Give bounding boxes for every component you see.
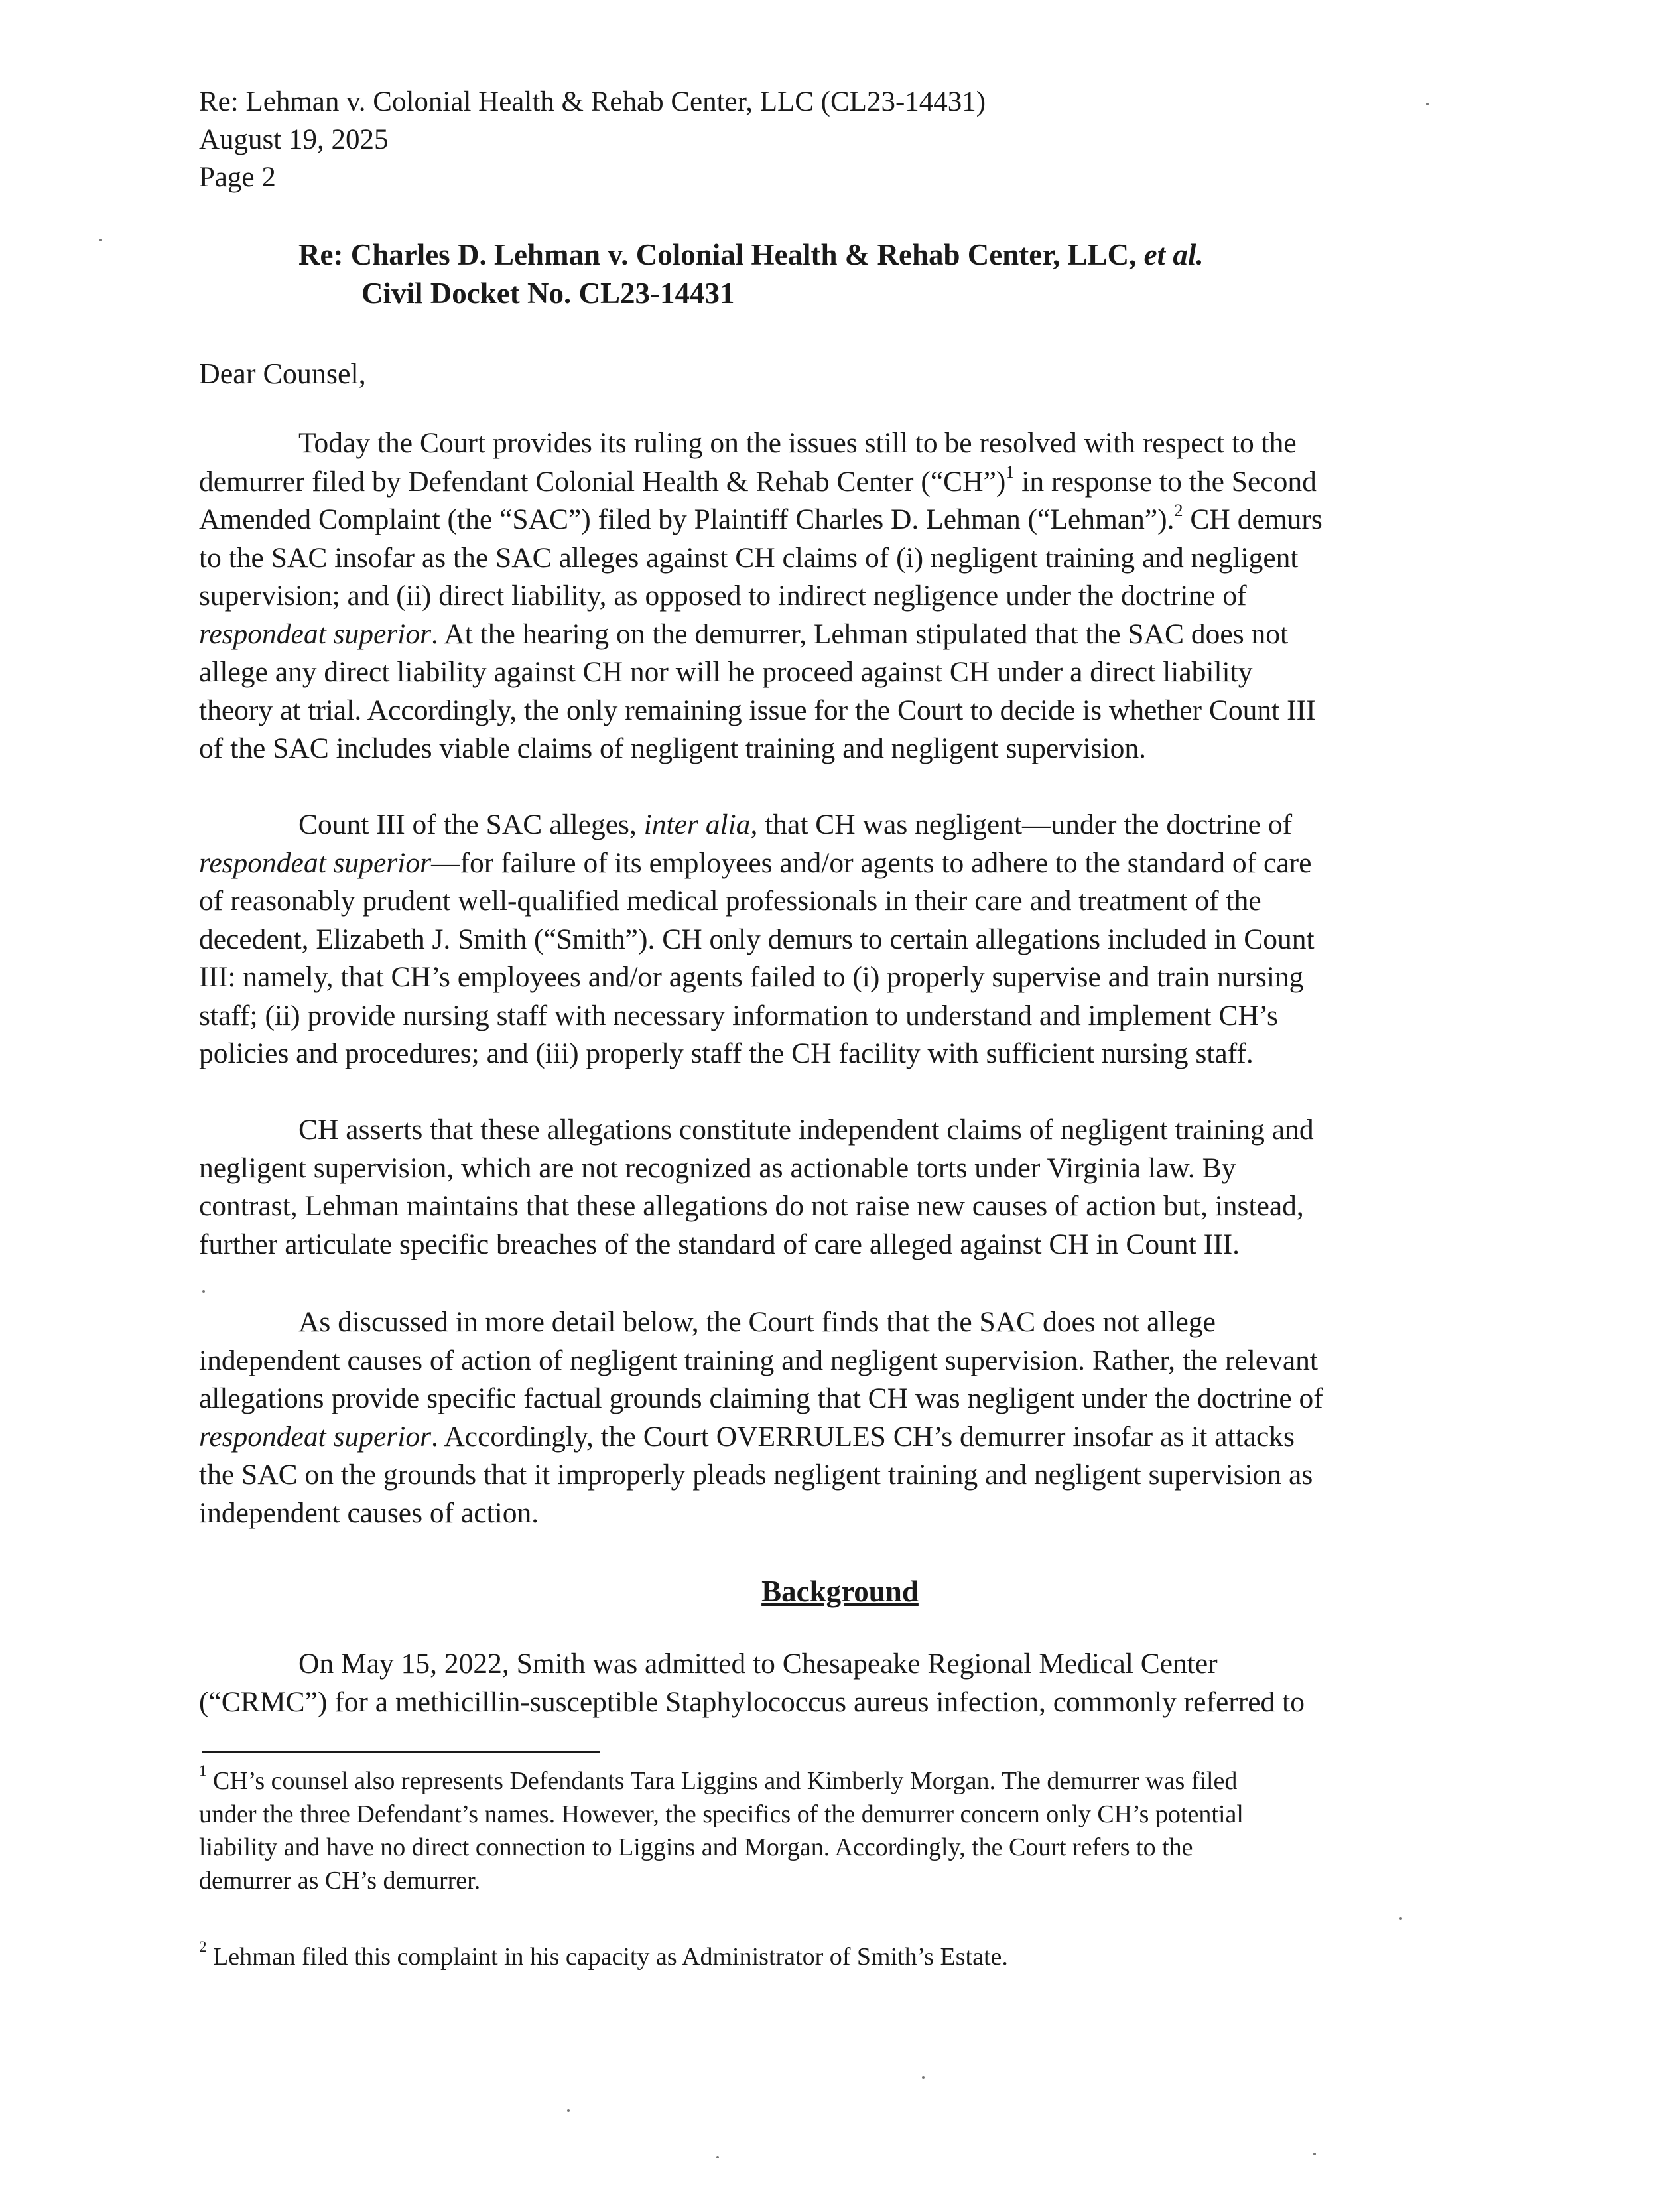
paragraph-line: On May 15, 2022, Smith was admitted to Chesapeake Regional Medical Center: [298, 1648, 1218, 1680]
text-run: . At the hearing on the demurrer, Lehman stipulated that the SAC does not: [431, 618, 1289, 650]
scan-speck: [567, 2109, 570, 2112]
paragraph-1: [199, 425, 1459, 768]
text-run: CH’s counsel also represents Defendants Tara Liggins and Kimberly Morgan. The demurrer was filed: [206, 1767, 1238, 1795]
paragraph-3: [199, 1111, 1459, 1264]
paragraph-line: negligent supervision, which are not recognized as actionable torts under Virginia law. By: [199, 1152, 1236, 1184]
paragraph-line: contrast, Lehman maintains that these allegations do not raise new causes of action but, instead,: [199, 1190, 1304, 1222]
text-run: in response to the Second: [1014, 465, 1317, 498]
paragraph-line: of reasonably prudent well-qualified medical professionals in their care and treatment of the: [199, 885, 1261, 917]
italic-term: inter alia: [643, 809, 751, 840]
caption-docket-number: Civil Docket No. CL23-14431: [361, 277, 735, 310]
paragraph-line: of the SAC includes viable claims of negligent training and negligent supervision.: [199, 732, 1146, 764]
paragraph-line: [199, 501, 1459, 539]
footnote-2: [199, 1940, 1492, 1973]
paragraph-line: Today the Court provides its ruling on the issues still to be resolved with respect to the: [298, 427, 1297, 459]
paragraph-5: [199, 1645, 1459, 1721]
paragraph-line: [199, 806, 1459, 844]
paragraph-line: theory at trial. Accordingly, the only remaining issue for the Court to decide is whether Count III: [199, 694, 1316, 726]
scan-speck: [1399, 1917, 1402, 1920]
italic-term: respondeat superior: [199, 846, 431, 879]
paragraph-line: to the SAC insofar as the SAC alleges against CH claims of (i) negligent training and negligent: [199, 541, 1299, 574]
text-run: Lehman filed this complaint in his capacity as Administrator of Smith’s Estate.: [206, 1943, 1008, 1971]
footnote-line: liability and have no direct connection to Liggins and Morgan. Accordingly, the Court refers to the: [199, 1833, 1193, 1861]
salutation: Dear Counsel,: [199, 358, 366, 390]
paragraph-line: allege any direct liability against CH nor will he proceed against CH under a direct liability: [199, 656, 1253, 688]
paragraph-line: As discussed in more detail below, the Court finds that the SAC does not allege: [298, 1306, 1216, 1338]
paragraph-line: policies and procedures; and (iii) properly staff the CH facility with sufficient nursing staff.: [199, 1037, 1254, 1069]
paragraph-line: III: namely, that CH’s employees and/or agents failed to (i) properly supervise and train nursing: [199, 961, 1304, 993]
scan-speck: [1313, 2153, 1316, 2155]
paragraph-line: decedent, Elizabeth J. Smith (“Smith”). CH only demurs to certain allegations included in Count: [199, 923, 1315, 955]
text-run: Amended Complaint (the “SAC”) filed by Plaintiff Charles D. Lehman (“Lehman”).: [199, 503, 1175, 535]
paragraph-2: [199, 806, 1459, 1073]
paragraph-line: [199, 1418, 1459, 1457]
section-heading-background: Background: [761, 1575, 919, 1608]
paragraph-line: further articulate specific breaches of the standard of care alleged against CH in Count III.: [199, 1228, 1240, 1260]
footnote-line: [199, 1764, 1492, 1798]
paragraph-line: allegations provide specific factual grounds claiming that CH was negligent under the doctrine of: [199, 1382, 1323, 1414]
caption-case-name: Re: Charles D. Lehman v. Colonial Health & Rehab Center, LLC,: [298, 238, 1137, 271]
text-run: Count III of the SAC alleges,: [298, 809, 644, 840]
letter-header: [199, 83, 986, 196]
caption-et-al: et al.: [1143, 238, 1204, 271]
italic-term: respondeat superior: [199, 618, 431, 650]
text-run: demurrer filed by Defendant Colonial Health & Rehab Center (“CH”): [199, 465, 1006, 498]
text-run: , that CH was negligent—under the doctrine of: [750, 809, 1293, 840]
paragraph-4: [199, 1303, 1459, 1532]
header-page-number: Page 2: [199, 162, 276, 193]
scan-speck: [99, 239, 102, 241]
paragraph-line: CH asserts that these allegations constitute independent claims of negligent training and: [298, 1114, 1314, 1146]
paragraph-line: supervision; and (ii) direct liability, as opposed to indirect negligence under the doctrine of: [199, 580, 1247, 612]
footnote-ref-2[interactable]: 2: [1174, 500, 1183, 520]
footnote-mark-1: 1: [199, 1762, 207, 1780]
footnote-1: [199, 1764, 1492, 1897]
paragraph-line: independent causes of action.: [199, 1496, 539, 1529]
paragraph-line: (“CRMC”) for a methicillin-susceptible Staphylococcus aureus infection, commonly referred to: [199, 1686, 1305, 1718]
scan-speck: [1426, 103, 1429, 105]
paragraph-line: [199, 616, 1459, 654]
footnote-divider: [202, 1751, 600, 1753]
scan-speck: [202, 1290, 205, 1293]
text-run: —for failure of its employees and/or agents to adhere to the standard of care: [431, 846, 1312, 879]
scan-speck: [922, 2076, 925, 2079]
italic-term: respondeat superior: [199, 1420, 431, 1453]
footnote-ref-1[interactable]: 1: [1005, 462, 1015, 482]
paragraph-line: [199, 844, 1459, 883]
scan-speck: [716, 2156, 719, 2158]
case-caption: [298, 235, 1204, 312]
footnote-line: [199, 1940, 1492, 1973]
header-date: August 19, 2025: [199, 124, 389, 155]
footnote-line: demurrer as CH’s demurrer.: [199, 1867, 481, 1894]
paragraph-line: staff; (ii) provide nursing staff with necessary information to understand and implement CH’s: [199, 999, 1278, 1031]
footnote-line: under the three Defendant’s names. However, the specifics of the demurrer concern only CH’s potential: [199, 1800, 1244, 1828]
paragraph-line: [199, 463, 1459, 501]
paragraph-line: independent causes of action of negligent training and negligent supervision. Rather, the relevant: [199, 1344, 1318, 1376]
footnote-mark-2: 2: [199, 1938, 207, 1956]
text-run: . Accordingly, the Court OVERRULES CH’s demurrer insofar as it attacks: [431, 1420, 1295, 1453]
header-re-line: Re: Lehman v. Colonial Health & Rehab Center, LLC (CL23-14431): [199, 86, 986, 117]
caption-line-1: [298, 235, 1204, 274]
paragraph-line: the SAC on the grounds that it improperly pleads negligent training and negligent supervision as: [199, 1459, 1313, 1491]
text-run: CH demurs: [1183, 503, 1323, 535]
